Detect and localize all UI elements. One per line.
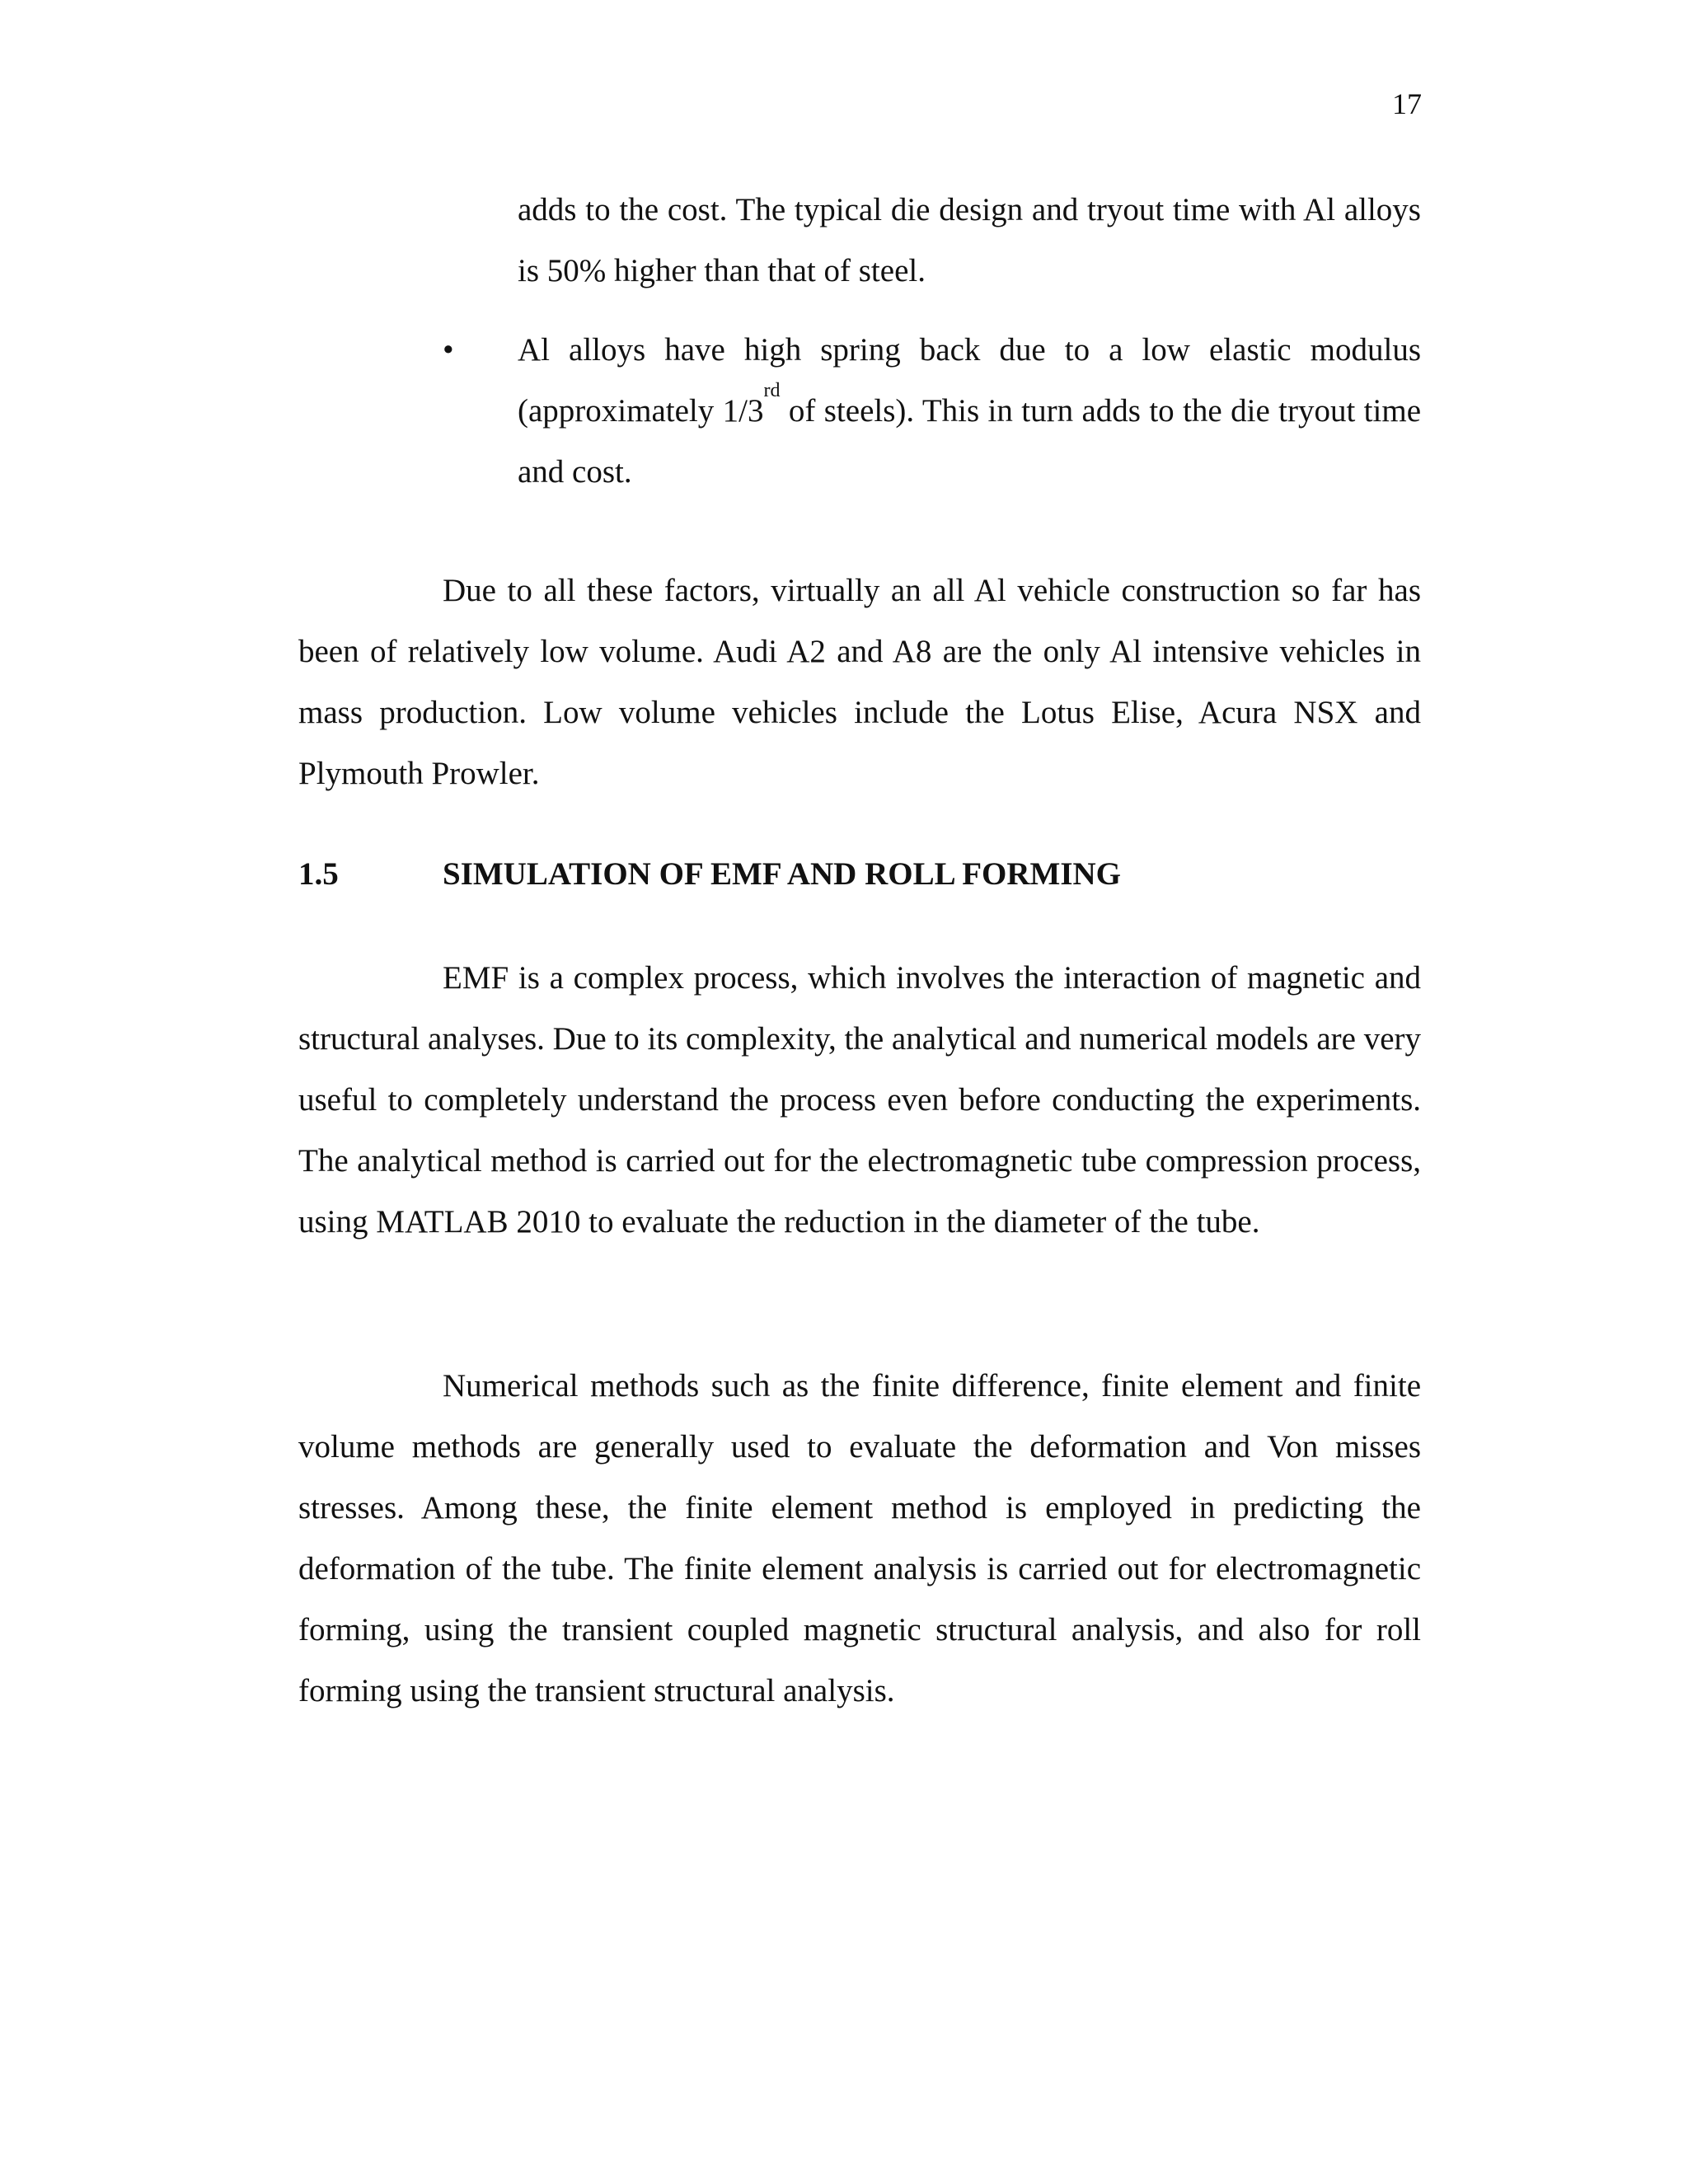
section-number: 1.5: [298, 856, 339, 892]
bullet-text: [518, 320, 1421, 503]
paragraph-emf-analysis: EMF is a complex process, which involves the interaction of magnetic and structural analyses. Due to its complexity, the analytical and numerical models are very useful to completely understand the process even before conducting the experiments. The analytical method is carried out for the electromagnetic tube compression process, using MATLAB 2010 to evaluate the reduction in the diameter of the tube.: [298, 960, 1422, 1240]
page-number: 17: [1392, 87, 1422, 120]
paragraph-numerical-methods: Numerical methods such as the finite difference, finite element and finite volume methods are generally used to evaluate the deformation and Von misses stresses. Among these, the finite element method is employed in predicting the deformation of the tube. The finite element analysis is carried out for electromagnetic forming, using the transient coupled magnetic structural analysis, and also for roll forming using the transient structural analysis.: [298, 1368, 1421, 1708]
continuation-paragraph: adds to the cost. The typical die design and tryout time with Al alloys is 50% higher than that of steel.: [518, 192, 1421, 288]
bullet-list-item: [443, 320, 1421, 503]
bullet-text-before: Al alloys have high spring back due to a low elastic modulus (approximately 1/3: [518, 332, 1421, 429]
bullet-text-after: of steels). This in turn adds to the die tryout time and cost.: [518, 393, 1422, 490]
section-heading: [298, 844, 1421, 905]
bullet-icon: •: [443, 332, 454, 368]
paragraph-al-vehicles: Due to all these factors, virtually an all Al vehicle construction so far has been of relatively low volume. Audi A2 and A8 are the only Al intensive vehicles in mass production. Low volume vehicles include the Lotus Elise, Acura NSX and Plymouth Prowler.: [298, 573, 1421, 791]
bullet-superscript: rd: [763, 380, 781, 401]
section-title: SIMULATION OF EMF AND ROLL FORMING: [443, 856, 1121, 892]
